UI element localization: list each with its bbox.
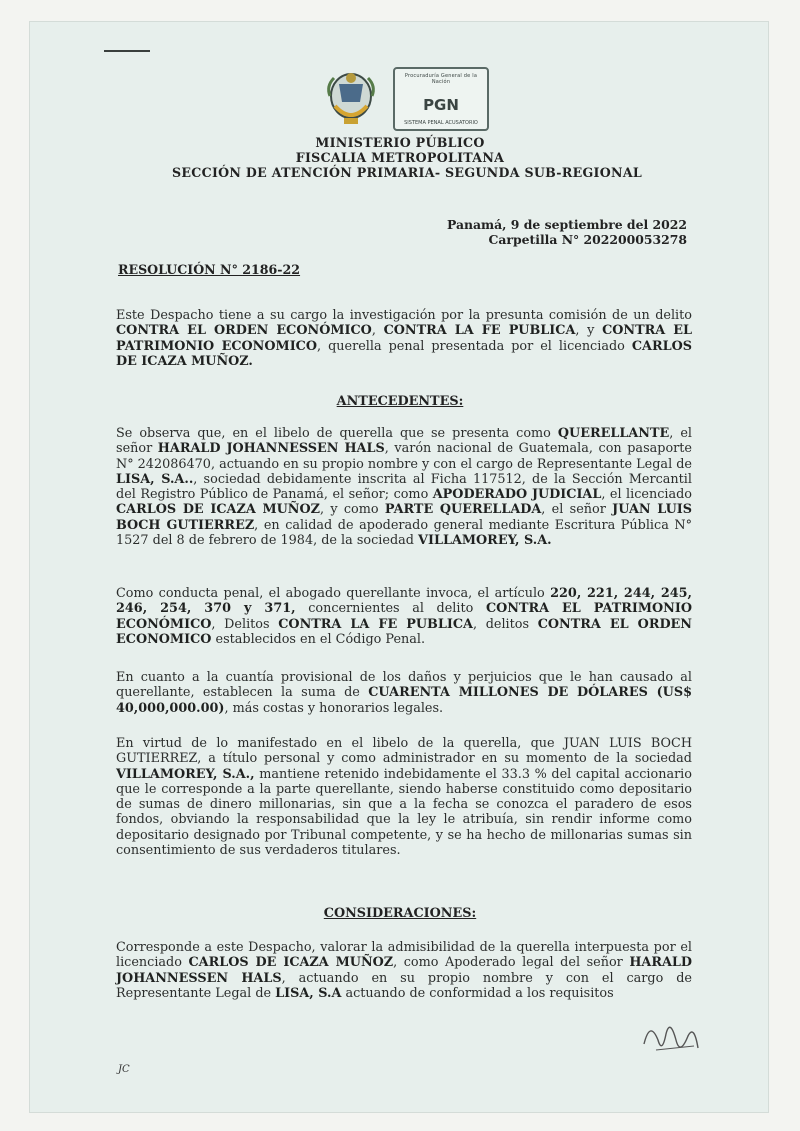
file-number-line: Carpetilla N° 202200053278 bbox=[488, 232, 687, 247]
cuantia-paragraph: En cuanto a la cuantía provisional de los daños y perjuicios que le han causado al querellante, establecen la suma de CUARENTA MILLONES DE DÓLARES (US$ 40,000,000.00), más costas y honorarios legales. bbox=[116, 670, 692, 716]
header-dash-mark bbox=[104, 50, 150, 52]
resolution-number: RESOLUCIÓN N° 2186-22 bbox=[118, 262, 301, 277]
pgn-caption-top: Procuraduría General de la Nación bbox=[404, 73, 478, 85]
section-consideraciones: CONSIDERACIONES: bbox=[323, 906, 477, 921]
header-section: SECCIÓN DE ATENCIÓN PRIMARIA- SEGUNDA SUB-REGIONAL bbox=[172, 165, 643, 180]
pgn-logo-text: PGN bbox=[423, 96, 459, 114]
pgn-caption-bottom: SISTEMA PENAL ACUSATORIO bbox=[404, 120, 478, 126]
header-fiscalia: FISCALIA METROPOLITANA bbox=[295, 150, 505, 165]
antecedentes-paragraph: Se observa que, en el libelo de querella que se presenta como QUERELLANTE, el señor HARALD JOHANNESSEN HALS, varón nacional de Guatemala, con pasaporte N° 242086470, actuando en su propio nombre y con el cargo de Representante Legal de LISA, S.A.., sociedad debidamente inscrita al Ficha 117512, de la Sección Mercantil del Registro Público de Panamá, el señor; como APODERADO JUDICIAL, el licenciado CARLOS DE ICAZA MUÑOZ, y como PARTE QUERELLADA, el señor JUAN LUIS BOCH GUTIERREZ, en calidad de apoderado general mediante Escritura Pública N° 1527 del 8 de febrero de 1984, de la sociedad VILLAMOREY, S.A. bbox=[116, 426, 692, 549]
header-ministry: MINISTERIO PÚBLICO bbox=[315, 135, 485, 150]
conducta-paragraph: Como conducta penal, el abogado querellante invoca, el artículo 220, 221, 244, 245, 246, 254, 370 y 371, concernientes al delito CONTRA EL PATRIMONIO ECONÓMICO, Delitos CONTRA LA FE PUBLICA, delitos CONTRA EL ORDEN ECONOMICO establecidos en el Código Penal. bbox=[116, 586, 693, 647]
section-antecedentes: ANTECEDENTES: bbox=[336, 394, 464, 409]
footer-initials: JC bbox=[118, 1064, 130, 1075]
corresponde-paragraph: Corresponde a este Despacho, valorar la admisibilidad de la querella interpuesta por el licenciado CARLOS DE ICAZA MUÑOZ, como Apoderado legal del señor HARALD JOHANNESSEN HALS, actuando en su propio nombre y con el cargo de Representante Legal de LISA, S.A actuando de conformidad a los requisitos bbox=[116, 940, 693, 1001]
pgn-logo-box bbox=[393, 67, 489, 131]
intro-paragraph: Este Despacho tiene a su cargo la investigación por la presunta comisión de un delito CONTRA EL ORDEN ECONÓMICO, CONTRA LA FE PUBLICA, y CONTRA EL PATRIMONIO ECONOMICO, querella penal presentada por el licenciado CARLOS DE ICAZA MUÑOZ. bbox=[116, 308, 693, 369]
virtud-paragraph: En virtud de lo manifestado en el libelo de la querella, que JUAN LUIS BOCH GUTIERREZ, a título personal y como administrador en su momento de la sociedad VILLAMOREY, S.A., mantiene retenido indebidamente el 33.3 % del capital accionario que le corresponde a la parte querellante, siendo haberse constituido como depositario de sumas de dinero millonarias, sin que a la fecha se conozca el paradero de esos fondos, obviando la responsabilidad que la ley le atribuía, sin rendir informe como depositario designado por Tribunal competente, y se ha hecho de millonarias sumas sin consentimiento de sus verdaderos titulares. bbox=[116, 736, 692, 859]
handwritten-signature bbox=[636, 1010, 706, 1070]
date-line: Panamá, 9 de septiembre del 2022 bbox=[446, 217, 687, 232]
ministerio-publico-seal-icon bbox=[320, 66, 382, 130]
